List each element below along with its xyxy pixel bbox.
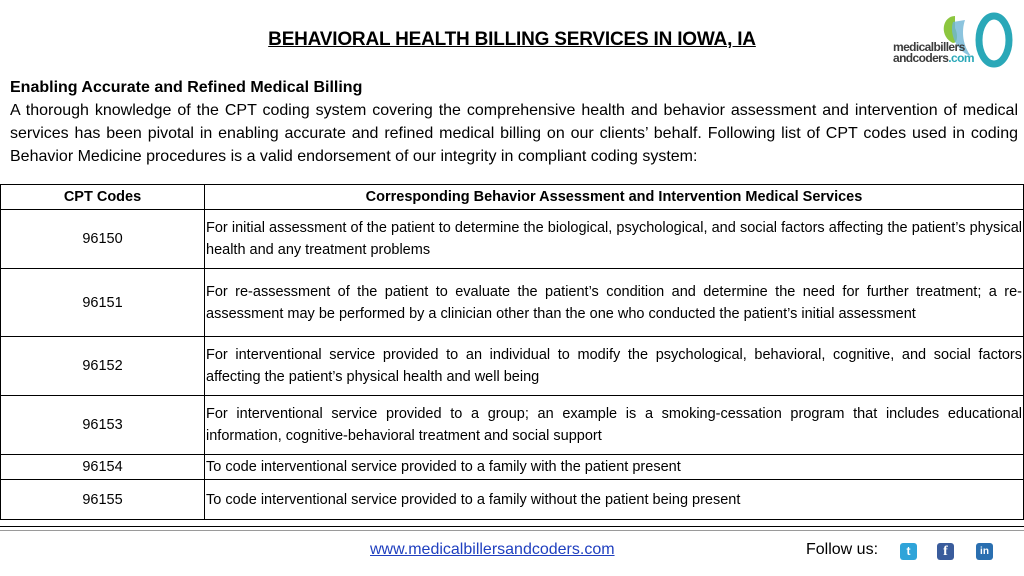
website-link[interactable]: www.medicalbillersandcoders.com [370, 541, 615, 558]
service-description-cell: To code interventional service provided to a family without the patient being present [205, 480, 1024, 520]
logo-line-1: medicalbillers [893, 40, 965, 54]
table-row [1, 455, 1024, 480]
company-logo [893, 12, 1017, 72]
table-row [1, 480, 1024, 520]
header-services: Corresponding Behavior Assessment and Intervention Medical Services [205, 185, 1024, 210]
service-description-cell: For interventional service provided to a group; an example is a smoking-cessation program that includes educational information, cognitive-behavioral treatment and social support [205, 396, 1024, 455]
table-row [1, 269, 1024, 337]
facebook-icon[interactable]: f [937, 543, 954, 560]
logo-line-2 [893, 53, 974, 64]
linkedin-icon[interactable]: in [976, 543, 993, 560]
logo-suffix: .com [948, 51, 974, 65]
service-description-cell: For re-assessment of the patient to evaluate the patient’s condition and determine the need for further treatment; a re-assessment may be performed by a clinician other than the one who conducted the patient’s initial assessment [205, 269, 1024, 337]
logo-line-2-text: andcoders [893, 51, 949, 65]
table-header-row [1, 185, 1024, 210]
cpt-codes-table [0, 184, 1024, 520]
footer-divider-secondary [0, 530, 1024, 531]
service-description-cell: To code interventional service provided to a family with the patient present [205, 455, 1024, 480]
service-description-cell: For interventional service provided to an individual to modify the psychological, behavioral, cognitive, and social factors affecting the patient’s physical health and well being [205, 337, 1024, 396]
cpt-code-cell: 96150 [1, 210, 205, 269]
cpt-code-cell: 96154 [1, 455, 205, 480]
intro-section [10, 76, 1018, 168]
twitter-icon[interactable]: t [900, 543, 917, 560]
service-description-cell: For initial assessment of the patient to determine the biological, psychological, and social factors affecting the patient’s physical health and any treatment problems [205, 210, 1024, 269]
cpt-code-cell: 96152 [1, 337, 205, 396]
intro-heading: Enabling Accurate and Refined Medical Billing [10, 79, 363, 96]
table-row [1, 337, 1024, 396]
logo-wordmark [893, 42, 974, 64]
follow-us-label: Follow us: [806, 541, 879, 558]
cpt-code-cell: 96151 [1, 269, 205, 337]
cpt-code-cell: 96153 [1, 396, 205, 455]
table-row [1, 396, 1024, 455]
header-cpt-codes: CPT Codes [1, 185, 205, 210]
table-row [1, 210, 1024, 269]
page-title: BEHAVIORAL HEALTH BILLING SERVICES IN IOWA, IA [268, 29, 756, 50]
intro-body: A thorough knowledge of the CPT coding system covering the comprehensive health and behavior assessment and intervention of medical services has been pivotal in enabling accurate and refined medical billing on our clients’ behalf. Following list of CPT codes used in coding Behavior Medicine procedures is a valid endorsement of our integrity in compliant coding system: [10, 102, 1018, 165]
footer-divider [0, 526, 1024, 527]
cpt-code-cell: 96155 [1, 480, 205, 520]
